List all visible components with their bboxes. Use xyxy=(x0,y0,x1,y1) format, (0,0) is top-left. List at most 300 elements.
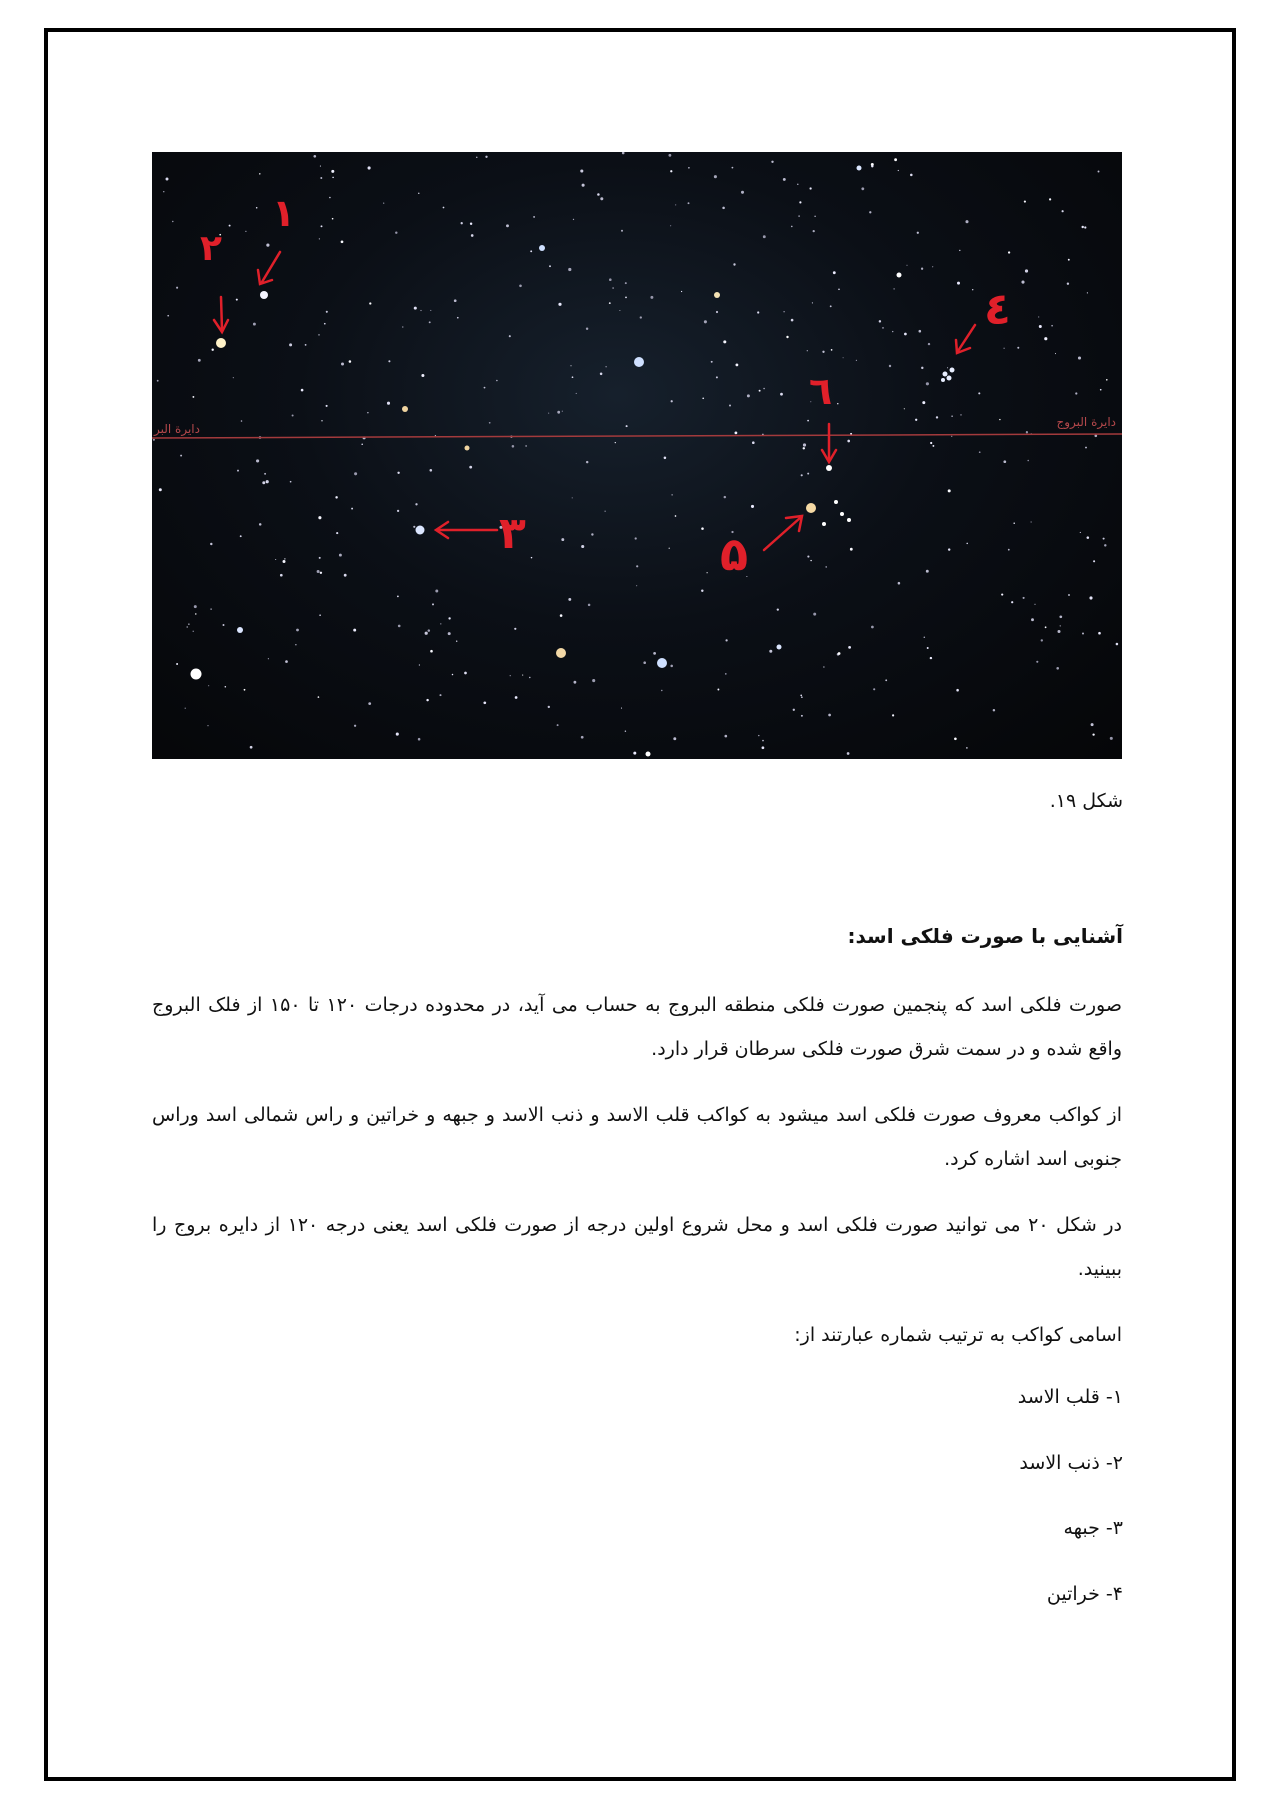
faint-star xyxy=(926,382,929,385)
faint-star xyxy=(326,405,328,407)
paragraph-figure-ref: در شکل ۲۰ می توانید صورت فلکی اسد و محل شروع اولین درجه از صورت فلکی اسد یعنی درجه ۱۲۰ از دایره بروج را ببینید. xyxy=(152,1214,1122,1280)
faint-star xyxy=(831,349,833,351)
faint-star xyxy=(192,396,194,398)
faint-star xyxy=(791,226,793,228)
faint-star xyxy=(1003,348,1004,349)
faint-star xyxy=(570,365,571,366)
faint-star xyxy=(930,442,932,444)
faint-star xyxy=(443,207,445,209)
faint-star xyxy=(1044,337,1047,340)
faint-star xyxy=(966,543,968,545)
faint-star xyxy=(582,184,585,187)
faint-star xyxy=(671,494,672,495)
faint-star xyxy=(763,235,766,238)
faint-star xyxy=(917,232,919,234)
faint-star xyxy=(701,589,703,591)
faint-star xyxy=(762,740,764,742)
faint-star xyxy=(313,155,316,158)
faint-star xyxy=(557,724,559,726)
faint-star xyxy=(368,166,371,169)
faint-star xyxy=(810,560,811,561)
faint-star xyxy=(898,582,901,585)
faint-star xyxy=(471,234,474,237)
faint-star xyxy=(259,523,262,526)
faint-star xyxy=(429,321,431,323)
faint-star xyxy=(873,688,875,690)
faint-star xyxy=(747,394,750,397)
arrow-1 xyxy=(262,252,280,282)
faint-star xyxy=(871,626,874,629)
faint-star xyxy=(388,360,390,362)
faint-star xyxy=(522,675,523,676)
faint-star xyxy=(619,310,620,311)
faint-star xyxy=(476,157,477,158)
faint-star xyxy=(1008,549,1010,551)
faint-star xyxy=(1031,521,1032,522)
faint-star xyxy=(185,708,186,709)
faint-star xyxy=(489,422,491,424)
faint-star xyxy=(560,614,563,617)
faint-star xyxy=(549,265,551,267)
faint-star xyxy=(1021,281,1024,284)
faint-star xyxy=(915,419,917,421)
faint-star xyxy=(701,527,704,530)
faint-star xyxy=(1106,379,1108,381)
faint-star xyxy=(928,343,930,345)
faint-star xyxy=(193,631,194,632)
section-heading: آشنایی با صورت فلکی اسد: xyxy=(847,924,1123,948)
faint-star xyxy=(456,641,457,642)
faint-star xyxy=(237,470,239,472)
faint-star xyxy=(1082,633,1084,635)
faint-star xyxy=(803,447,805,449)
star-3 xyxy=(416,526,425,535)
faint-star xyxy=(440,623,441,624)
faint-star xyxy=(383,203,384,204)
faint-star xyxy=(807,473,809,475)
faint-star xyxy=(289,343,292,346)
faint-star xyxy=(245,231,246,232)
faint-star xyxy=(250,746,253,749)
faint-star xyxy=(999,419,1000,420)
faint-star xyxy=(1087,292,1088,293)
faint-star xyxy=(421,374,424,377)
faint-star xyxy=(822,351,824,353)
faint-star xyxy=(1034,604,1035,605)
faint-star xyxy=(847,752,850,755)
faint-star xyxy=(225,686,227,688)
faint-star xyxy=(208,685,209,686)
faint-star xyxy=(636,585,637,586)
faint-star xyxy=(435,590,438,593)
faint-star xyxy=(268,658,269,659)
faint-star xyxy=(625,730,626,731)
faint-star xyxy=(735,432,738,435)
faint-star xyxy=(335,496,337,498)
faint-star xyxy=(236,299,238,301)
faint-star xyxy=(368,702,371,705)
list-item: ۲- ذنب الاسد xyxy=(1019,1452,1123,1474)
faint-star xyxy=(320,177,322,179)
faint-star xyxy=(283,560,286,563)
faint-star xyxy=(957,282,960,285)
faint-star xyxy=(936,416,938,418)
paragraph-stars: از کواکب معروف صورت فلکی اسد میشود به کواکب قلب الاسد و ذنب الاسد و جبهه و خراتین و راس شمالی اسد وراس جنوبی اسد اشاره کرد. xyxy=(152,1104,1122,1170)
faint-star xyxy=(723,340,726,343)
faint-star xyxy=(741,191,744,194)
faint-star xyxy=(752,441,755,444)
faint-star xyxy=(367,412,368,413)
faint-star xyxy=(256,207,258,209)
faint-star xyxy=(675,515,677,517)
faint-star xyxy=(801,715,803,717)
faint-star xyxy=(725,639,727,641)
faint-star xyxy=(763,388,765,390)
faint-star xyxy=(904,333,907,336)
faint-star xyxy=(643,661,646,664)
faint-star xyxy=(461,222,463,224)
faint-star xyxy=(319,557,321,559)
faint-star xyxy=(803,443,806,446)
faint-star xyxy=(301,389,304,392)
faint-star xyxy=(420,310,421,311)
faint-star xyxy=(1103,538,1105,540)
faint-star xyxy=(798,215,800,217)
list-item: ۴- خراتین xyxy=(1046,1583,1123,1605)
faint-star xyxy=(898,170,899,171)
faint-star xyxy=(354,472,357,475)
faint-star xyxy=(825,566,827,568)
faint-star xyxy=(922,401,925,404)
faint-star xyxy=(1078,356,1081,359)
faint-star xyxy=(361,444,363,446)
faint-star xyxy=(428,629,431,632)
faint-star xyxy=(793,709,795,711)
faint-star xyxy=(716,311,718,313)
faint-star xyxy=(317,570,320,573)
faint-star xyxy=(568,268,571,271)
faint-star xyxy=(229,225,231,227)
faint-star xyxy=(515,696,518,699)
faint-star xyxy=(332,177,334,179)
faint-star xyxy=(717,689,719,691)
faint-star xyxy=(729,405,731,407)
faint-star xyxy=(336,532,338,534)
faint-star xyxy=(318,696,320,698)
faint-star xyxy=(809,187,811,189)
faint-star xyxy=(653,652,656,655)
faint-star xyxy=(833,271,836,274)
faint-star xyxy=(324,323,326,325)
ecliptic-label-left: دایرة البر xyxy=(154,422,200,436)
faint-star xyxy=(176,663,178,665)
faint-star xyxy=(960,414,961,415)
faint-star xyxy=(924,637,926,639)
faint-star xyxy=(318,334,319,335)
faint-star xyxy=(321,225,323,227)
faint-star xyxy=(1059,615,1062,618)
faint-star xyxy=(506,224,509,227)
faint-star xyxy=(650,296,653,299)
faint-star xyxy=(1039,325,1042,328)
faint-star xyxy=(530,250,532,252)
faint-star xyxy=(669,548,670,549)
faint-star xyxy=(207,725,208,726)
faint-star xyxy=(415,503,417,505)
star-2 xyxy=(216,338,226,348)
faint-star xyxy=(636,565,638,567)
faint-star xyxy=(1087,536,1090,539)
faint-star xyxy=(180,455,182,457)
faint-star xyxy=(670,665,673,668)
faint-star xyxy=(600,373,603,376)
faint-star xyxy=(993,709,995,711)
faint-star xyxy=(801,474,803,476)
faint-star xyxy=(1055,353,1056,354)
faint-star xyxy=(510,675,511,676)
star-4 xyxy=(943,372,948,377)
faint-star xyxy=(869,211,871,213)
faint-star xyxy=(893,288,894,289)
faint-star xyxy=(163,191,164,192)
faint-star xyxy=(395,231,397,233)
faint-star xyxy=(548,706,550,708)
faint-star xyxy=(166,178,169,181)
faint-star xyxy=(187,626,188,627)
faint-star xyxy=(783,311,784,312)
star-6 xyxy=(826,465,832,471)
faint-star xyxy=(707,572,708,573)
faint-star xyxy=(622,152,625,154)
faint-star xyxy=(469,466,472,469)
faint-star xyxy=(621,230,623,232)
faint-star xyxy=(267,481,268,482)
faint-star xyxy=(448,632,451,635)
faint-star xyxy=(956,689,959,692)
faint-star xyxy=(514,628,516,630)
faint-star xyxy=(1104,544,1106,546)
faint-star xyxy=(799,201,801,203)
faint-star xyxy=(212,349,214,351)
faint-star xyxy=(1093,560,1095,562)
faint-star xyxy=(661,690,662,691)
faint-star xyxy=(280,574,283,577)
faint-star xyxy=(704,320,707,323)
faint-star xyxy=(673,737,676,740)
faint-star xyxy=(812,302,813,303)
faint-star xyxy=(612,287,614,289)
faint-star xyxy=(965,220,968,223)
faint-star xyxy=(1041,639,1043,641)
faint-star xyxy=(1056,667,1059,670)
faint-star xyxy=(954,737,957,740)
faint-star xyxy=(1080,532,1081,533)
faint-star xyxy=(581,736,584,739)
faint-star xyxy=(1098,171,1100,173)
faint-star xyxy=(439,694,441,696)
list-item: ۳- جبهه xyxy=(1063,1517,1123,1539)
faint-star xyxy=(194,605,197,608)
faint-star xyxy=(275,559,276,560)
arrow-4 xyxy=(958,325,975,351)
faint-star xyxy=(319,238,320,239)
faint-star xyxy=(210,543,212,545)
faint-star xyxy=(548,413,549,414)
faint-star xyxy=(418,738,421,741)
faint-star xyxy=(425,632,428,635)
faint-star xyxy=(331,170,334,173)
marker-1: ۱ xyxy=(272,191,296,235)
faint-star xyxy=(1001,594,1003,596)
faint-star xyxy=(470,223,472,225)
faint-star xyxy=(397,510,399,512)
faint-star xyxy=(1060,625,1061,626)
faint-star xyxy=(512,445,515,448)
faint-star xyxy=(837,403,838,404)
faint-star xyxy=(1098,632,1101,635)
faint-star xyxy=(1023,597,1025,599)
paragraph-list-intro: اسامی کواکب به ترتیب شماره عبارتند از: xyxy=(794,1324,1122,1346)
faint-star xyxy=(264,473,266,475)
faint-star xyxy=(910,174,913,177)
list-item: ۱- قلب الاسد xyxy=(1017,1386,1123,1408)
faint-star xyxy=(153,439,155,441)
faint-star xyxy=(1038,316,1039,317)
faint-star xyxy=(592,679,595,682)
faint-star xyxy=(557,411,560,414)
faint-star xyxy=(926,570,929,573)
marker-5: ۵ xyxy=(720,527,749,581)
faint-star xyxy=(266,244,269,247)
faint-star xyxy=(397,596,399,598)
arrow-2 xyxy=(221,297,222,330)
faint-star xyxy=(605,511,606,512)
faint-star xyxy=(733,263,735,265)
faint-star xyxy=(426,699,428,701)
faint-star xyxy=(285,660,288,663)
faint-star xyxy=(167,315,169,317)
faint-star xyxy=(735,363,738,366)
faint-star xyxy=(457,317,459,319)
faint-star xyxy=(354,725,356,727)
faint-star xyxy=(568,598,571,601)
faint-star xyxy=(797,184,798,185)
faint-star xyxy=(483,701,486,704)
faint-star xyxy=(1026,431,1028,433)
faint-star xyxy=(1068,594,1070,596)
faint-star xyxy=(783,178,786,181)
faint-star xyxy=(1094,434,1097,437)
faint-star xyxy=(292,414,294,416)
faint-star xyxy=(625,297,627,299)
faint-star xyxy=(454,299,457,302)
faint-star xyxy=(927,647,929,649)
faint-star xyxy=(1116,643,1119,646)
faint-star xyxy=(259,173,260,174)
faint-star xyxy=(320,572,322,574)
faint-star xyxy=(256,459,259,462)
faint-star xyxy=(295,644,296,645)
faint-star xyxy=(850,548,853,551)
faint-star xyxy=(1057,630,1060,633)
faint-star xyxy=(814,216,815,217)
faint-star xyxy=(688,167,690,169)
faint-star xyxy=(1081,226,1083,228)
faint-star xyxy=(341,363,344,366)
faint-star xyxy=(558,303,561,306)
faint-star xyxy=(533,216,535,218)
faint-star xyxy=(561,538,564,541)
faint-star xyxy=(519,285,522,288)
faint-star xyxy=(573,219,574,220)
faint-star xyxy=(344,574,347,577)
faint-star xyxy=(921,268,923,270)
faint-star xyxy=(892,331,893,332)
faint-star xyxy=(484,387,486,389)
faint-star xyxy=(531,557,533,559)
faint-star xyxy=(675,204,676,205)
faint-star xyxy=(978,392,980,394)
faint-star xyxy=(1031,618,1034,621)
faint-star xyxy=(635,537,637,539)
faint-star xyxy=(1089,596,1092,599)
faint-star xyxy=(464,672,467,675)
faint-star xyxy=(1049,198,1051,200)
faint-star xyxy=(791,319,794,322)
faint-star xyxy=(586,461,588,463)
faint-star xyxy=(807,420,809,422)
faint-star xyxy=(751,505,754,508)
faint-star xyxy=(633,752,636,755)
faint-star xyxy=(671,400,673,402)
faint-star xyxy=(1100,389,1102,391)
faint-star xyxy=(396,733,399,736)
faint-star xyxy=(724,735,727,738)
faint-star xyxy=(828,714,831,717)
faint-star xyxy=(882,327,884,329)
faint-star xyxy=(1024,201,1026,203)
faint-star xyxy=(188,623,189,624)
faint-star xyxy=(198,359,201,362)
faint-star xyxy=(1068,259,1070,261)
faint-star xyxy=(320,166,321,167)
faint-star xyxy=(430,469,433,472)
faint-star xyxy=(1011,601,1013,603)
faint-star xyxy=(1062,210,1064,212)
faint-star xyxy=(801,696,803,698)
faint-star xyxy=(626,425,628,427)
faint-star xyxy=(172,221,173,222)
faint-star xyxy=(402,326,403,327)
faint-star xyxy=(305,344,307,346)
faint-star xyxy=(823,666,824,667)
faint-star xyxy=(769,650,772,653)
faint-star xyxy=(848,646,851,649)
faint-star xyxy=(711,361,713,363)
faint-star xyxy=(419,664,420,665)
faint-star xyxy=(930,657,932,659)
faint-star xyxy=(621,708,622,709)
faint-star xyxy=(329,197,331,199)
faint-star xyxy=(625,282,627,284)
faint-star xyxy=(879,320,881,322)
star-chart-image xyxy=(152,152,1122,759)
faint-star xyxy=(525,445,526,446)
paragraph-intro: صورت فلکی اسد که پنجمین صورت فلکی منطقه البروج به حساب می آید، در محدوده درجات ۱۲۰ تا ۱۵۰ از فلک البروج واقع شده و در سمت شرق صورت فلکی سرطان قرار دارد. xyxy=(152,994,1122,1060)
faint-star xyxy=(932,445,934,447)
faint-star xyxy=(1067,283,1069,285)
faint-star xyxy=(397,472,399,474)
